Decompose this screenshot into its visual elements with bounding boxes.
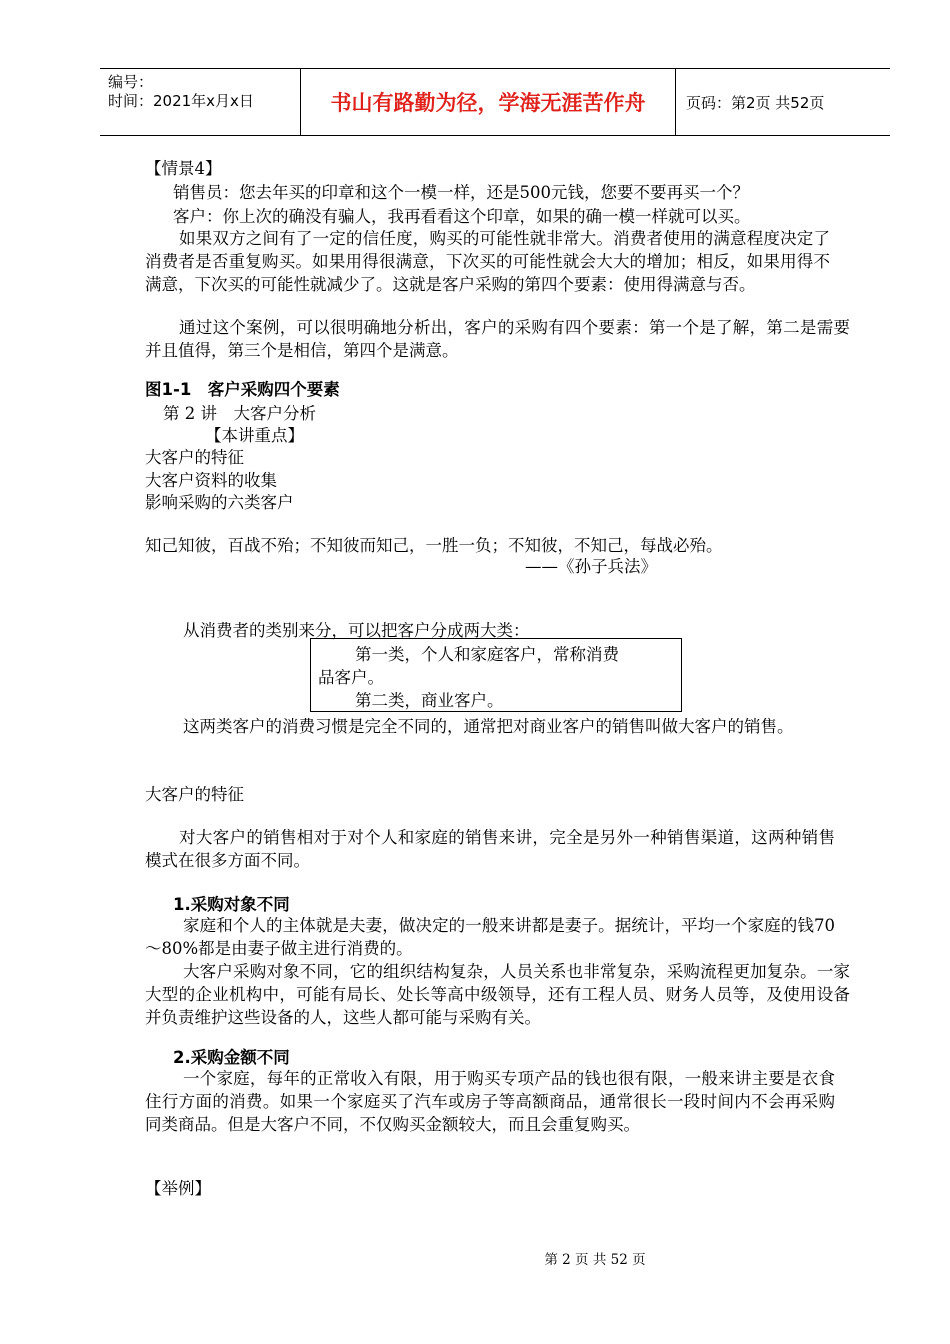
- sub2-heading: 2.采购金额不同: [173, 1048, 290, 1067]
- box-line-3: 第二类，商业客户。: [355, 691, 504, 710]
- dialogue-seller: 销售员：您去年买的印章和这个一模一样，还是500元钱，您要不要再买一个？: [173, 183, 749, 202]
- doc-number-label: 编号：: [108, 73, 154, 91]
- para-habits: 这两类客户的消费习惯是完全不同的，通常把对商业客户的销售叫做大客户的销售。: [183, 717, 794, 736]
- page-footer: 第 2 页 共 52 页: [544, 1252, 646, 1268]
- doc-date-label: 时间：2021年x月x日: [108, 92, 254, 110]
- scene-heading: 【情景4】: [145, 159, 222, 178]
- page-header: [100, 68, 890, 136]
- example-heading: 【举例】: [145, 1179, 211, 1198]
- sub2-para-1: 一个家庭，每年的正常收入有限，用于购买专项产品的钱也很有限，一般来讲主要是衣食住行方面的消费。如果一个家庭买了汽车或房子等高额商品，通常很长一段时间内不会再采购同类商品。但是大客户不同，不仅购买金额较大，而且会重复购买。: [145, 1069, 835, 1134]
- sub1-para-1: 家庭和个人的主体就是夫妻，做决定的一般来讲都是妻子。据统计，平均一个家庭的钱70～80%都是由妻子做主进行消费的。: [145, 916, 835, 958]
- quote-source: ——《孙子兵法》: [525, 557, 657, 576]
- header-meta: [100, 69, 300, 135]
- figure-caption: 图1-1 客户采购四个要素: [145, 380, 340, 399]
- header-page-info: 页码：第2页 共52页: [686, 93, 825, 112]
- box-line-2: 品客户。: [318, 668, 384, 687]
- box-line-1: 第一类，个人和家庭客户，常称消费: [355, 645, 619, 664]
- focus-item: 大客户资料的收集: [145, 471, 277, 490]
- dialogue-customer: 客户：你上次的确没有骗人，我再看看这个印章，如果的确一模一样就可以买。: [173, 207, 751, 226]
- focus-heading: 【本讲重点】: [205, 426, 304, 445]
- para-trust: 如果双方之间有了一定的信任度，购买的可能性就非常大。消费者使用的满意程度决定了消费者是否重复购买。如果用得很满意，下次买的可能性就会大大的增加；相反，如果用得不满意，下次买的可能性就减少了。这就是客户采购的第四个要素：使用得满意与否。: [145, 229, 830, 294]
- para-channel: 对大客户的销售相对于对个人和家庭的销售来讲，完全是另外一种销售渠道，这两种销售模式在很多方面不同。: [145, 828, 835, 870]
- para-summary: 通过这个案例，可以很明确地分析出，客户的采购有四个要素：第一个是了解，第二是需要并且值得，第三个是相信，第四个是满意。: [145, 318, 850, 360]
- section-features-heading: 大客户的特征: [145, 785, 244, 804]
- header-motto: 书山有路勤为径，学海无涯苦作舟: [300, 69, 676, 135]
- quote-text: 知己知彼，百战不殆；不知彼而知己，一胜一负；不知彼，不知己，每战必殆。: [145, 536, 723, 555]
- classify-intro: 从消费者的类别来分，可以把客户分成两大类：: [183, 621, 530, 640]
- focus-item: 大客户的特征: [145, 448, 244, 467]
- sub1-heading: 1.采购对象不同: [173, 895, 290, 914]
- focus-item: 影响采购的六类客户: [145, 493, 294, 512]
- lecture-title: 第 2 讲 大客户分析: [163, 404, 316, 423]
- sub1-para-2: 大客户采购对象不同，它的组织结构复杂，人员关系也非常复杂，采购流程更加复杂。一家大型的企业机构中，可能有局长、处长等高中级领导，还有工程人员、财务人员等，及使用设备并负责维护这些设备的人，这些人都可能与采购有关。: [145, 962, 850, 1027]
